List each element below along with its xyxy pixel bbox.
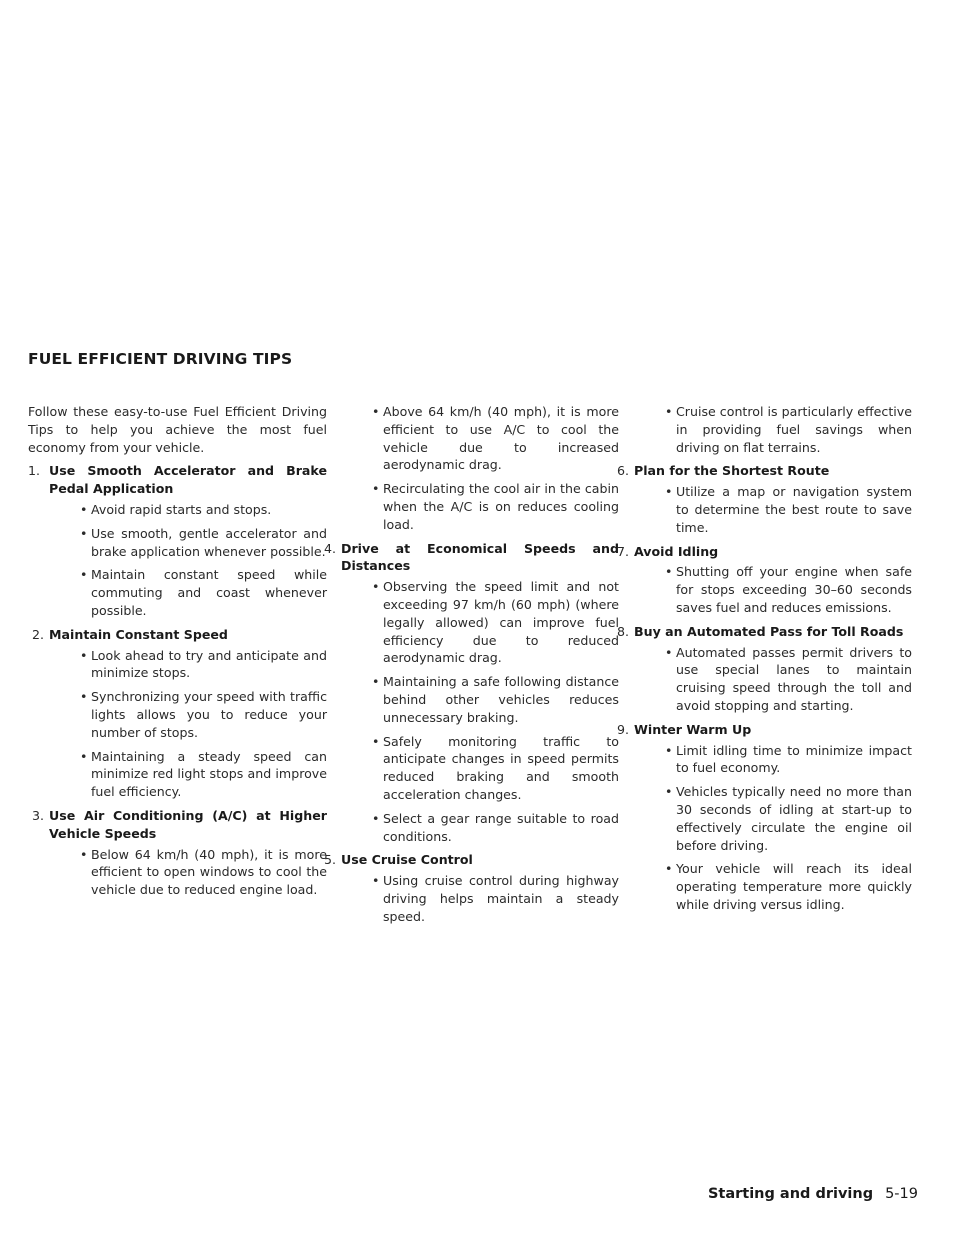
- bullet-icon: •: [665, 784, 673, 800]
- bullet-icon: •: [80, 501, 88, 517]
- bullet-text: Avoid rapid starts and stops.: [91, 501, 272, 517]
- tip-title: Use Air Conditioning (A/C) at Higher Vehicle Speeds: [49, 807, 327, 841]
- bullet-icon: •: [665, 742, 673, 758]
- bullet-icon: •: [372, 810, 380, 826]
- bullet-text: Look ahead to try and anticipate and minimize stops.: [91, 647, 327, 681]
- tip-bullet: [320, 673, 619, 726]
- bullet-text: Utilize a map or navigation system to determine the best route to save time.: [676, 484, 912, 535]
- tip-title: Use Smooth Accelerator and Brake Pedal Application: [49, 463, 327, 497]
- tip-bullet: [28, 525, 327, 561]
- tip-heading-3: [28, 807, 327, 843]
- bullet-icon: •: [80, 525, 88, 541]
- text-column-1: [28, 403, 327, 899]
- tip-bullet: [28, 566, 327, 619]
- tip-number: 8.: [617, 623, 630, 639]
- tip-bullet: [28, 688, 327, 741]
- tip-number: 6.: [617, 463, 630, 479]
- tip-number: 3.: [32, 807, 45, 823]
- tip-bullet: [613, 860, 912, 913]
- bullet-text: Automated passes permit drivers to use special lanes to maintain cruising speed through the toll and avoid stopping and starting.: [676, 644, 912, 713]
- text-column-3: [613, 403, 912, 914]
- bullet-text: Observing the speed limit and not exceeding 97 km/h (60 mph) (where legally allowed) can improve fuel efficiency due to reduced aerodynamic drag.: [383, 579, 619, 666]
- tip-heading-8: [613, 623, 912, 641]
- bullet-text: Above 64 km/h (40 mph), it is more efficient to use A/C to cool the vehicle due to increased aerodynamic drag.: [383, 404, 619, 473]
- tip-number: 2.: [32, 626, 45, 642]
- bullet-icon: •: [80, 689, 88, 705]
- tip-heading-7: [613, 543, 912, 561]
- tip-title: Winter Warm Up: [634, 721, 752, 737]
- bullet-text: Synchronizing your speed with traffic lights allows you to reduce your number of stops.: [91, 689, 327, 740]
- bullet-text: Maintain constant speed while commuting and coast whenever possible.: [91, 567, 327, 618]
- bullet-text: Your vehicle will reach its ideal operating temperature more quickly while driving versus idling.: [676, 861, 912, 912]
- bullet-icon: •: [372, 579, 380, 595]
- tip-heading-9: [613, 721, 912, 739]
- tip-number: 4.: [324, 540, 337, 556]
- tip-bullet: [613, 403, 912, 456]
- bullet-icon: •: [665, 644, 673, 660]
- tip-bullet: [28, 647, 327, 683]
- bullet-icon: •: [665, 404, 673, 419]
- tip-bullet: [613, 783, 912, 854]
- bullet-icon: •: [372, 733, 380, 749]
- tip-title: Drive at Economical Speeds and Distances: [341, 540, 619, 574]
- section-title: FUEL EFFICIENT DRIVING TIPS: [28, 350, 293, 368]
- intro-paragraph: Follow these easy-to-use Fuel Efficient Driving Tips to help you achieve the most fuel economy from your vehicle.: [28, 404, 327, 455]
- bullet-text: Select a gear range suitable to road conditions.: [383, 810, 619, 844]
- bullet-icon: •: [665, 564, 673, 580]
- tip-title: Maintain Constant Speed: [49, 626, 228, 642]
- bullet-icon: •: [372, 674, 380, 690]
- bullet-text: Recirculating the cool air in the cabin when the A/C is on reduces cooling load.: [383, 481, 619, 532]
- tip-heading-2: [28, 626, 327, 644]
- bullet-text: Vehicles typically need no more than 30 seconds of idling at start-up to effectively circulate the engine oil before driving.: [676, 784, 912, 853]
- tip-number: 9.: [617, 721, 630, 737]
- tip-bullet: [320, 480, 619, 533]
- text-column-2: [320, 403, 619, 926]
- page-number: 5-19: [885, 1186, 918, 1202]
- bullet-icon: •: [80, 748, 88, 764]
- bullet-icon: •: [665, 861, 673, 877]
- tip-heading-1: [28, 462, 327, 498]
- tip-heading-5: [320, 851, 619, 869]
- bullet-icon: •: [80, 567, 88, 583]
- footer-section-title: Starting and driving: [707, 1186, 874, 1202]
- tip-title: Plan for the Shortest Route: [634, 463, 830, 479]
- tip-title: Buy an Automated Pass for Toll Roads: [634, 623, 904, 639]
- tip-bullet: [320, 403, 619, 474]
- bullet-text: Using cruise control during highway driving helps maintain a steady speed.: [383, 873, 619, 924]
- tip-bullet: [613, 742, 912, 778]
- tip-bullet: [320, 810, 619, 846]
- bullet-text: Limit idling time to minimize impact to fuel economy.: [676, 742, 912, 776]
- tip-bullet: [28, 501, 327, 519]
- bullet-text: Cruise control is particularly effective in providing fuel savings when driving on flat terrains.: [676, 404, 912, 455]
- tip-heading-4: [320, 540, 619, 576]
- tip-number: 5.: [324, 852, 337, 868]
- bullet-text: Safely monitoring traffic to anticipate changes in speed permits reduced braking and smooth acceleration changes.: [383, 733, 619, 802]
- tip-title: Avoid Idling: [634, 543, 719, 559]
- bullet-icon: •: [372, 481, 380, 497]
- bullet-icon: •: [372, 873, 380, 889]
- bullet-text: Maintaining a steady speed can minimize red light stops and improve fuel efficiency.: [91, 748, 327, 800]
- page-footer: [708, 1186, 918, 1202]
- tip-bullet: [320, 872, 619, 925]
- tip-title: Use Cruise Control: [341, 852, 473, 868]
- bullet-icon: •: [80, 647, 88, 663]
- tip-number: 7.: [617, 543, 630, 559]
- tip-bullet: [613, 483, 912, 536]
- tip-bullet: [28, 748, 327, 801]
- tip-number: 1.: [28, 463, 41, 479]
- bullet-text: Below 64 km/h (40 mph), it is more efficient to open windows to cool the vehicle due to reduced engine load.: [91, 846, 327, 898]
- bullet-icon: •: [80, 846, 88, 862]
- bullet-text: Shutting off your engine when safe for stops exceeding 30–60 seconds saves fuel and reduces emissions.: [676, 564, 912, 615]
- tip-bullet: [320, 578, 619, 667]
- bullet-icon: •: [372, 404, 380, 419]
- bullet-icon: •: [665, 484, 673, 500]
- bullet-text: Maintaining a safe following distance behind other vehicles reduces unnecessary braking.: [383, 674, 619, 725]
- tip-bullet: [613, 644, 912, 715]
- tip-bullet: [613, 563, 912, 616]
- bullet-text: Use smooth, gentle accelerator and brake application whenever possible.: [91, 525, 327, 559]
- tip-bullet: [28, 846, 327, 899]
- tip-bullet: [320, 733, 619, 804]
- tip-heading-6: [613, 462, 912, 480]
